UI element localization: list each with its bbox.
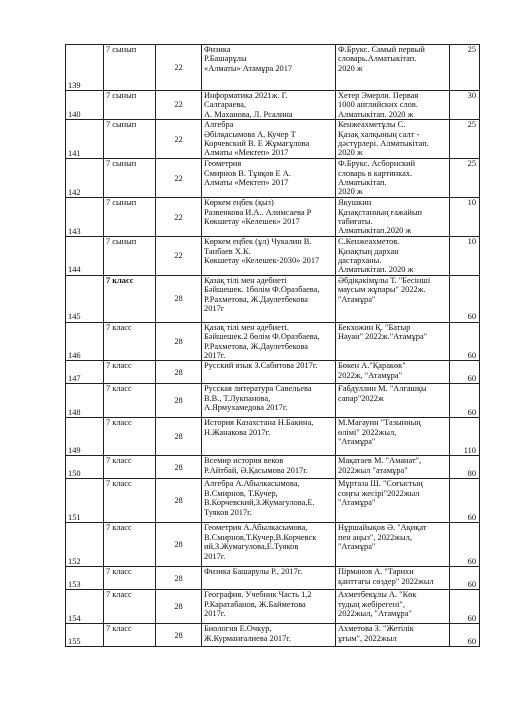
row-number-cell — [66, 590, 104, 624]
row-number-cell — [66, 45, 104, 91]
textbook-text: Всемир история веков Р.Айтбай, Ә.Қасымова 2017г. — [204, 456, 308, 475]
count-value: 60 — [467, 637, 476, 647]
grade-cell — [104, 418, 156, 456]
grade-label: 7 класс — [106, 523, 132, 533]
hours-value: 28 — [174, 496, 183, 506]
literature-cell — [336, 384, 450, 418]
table-row — [66, 237, 480, 276]
row-number: 152 — [68, 557, 81, 567]
textbook-text: Физика Башарулы Р., 2017г. — [204, 567, 303, 577]
count-cell — [450, 275, 480, 322]
textbook-cell — [202, 479, 336, 523]
grade-cell — [104, 322, 156, 361]
row-number: 151 — [68, 513, 81, 523]
literature-cell — [336, 159, 450, 198]
row-number-cell — [66, 418, 104, 456]
literature-cell — [336, 322, 450, 361]
literature-cell — [336, 624, 450, 647]
textbook-text: Биология Е.Очкур, Ж.Курманғалиева 2017г. — [204, 624, 291, 643]
grade-label: 7 класс — [106, 624, 132, 634]
literature-text: Хетер Эмерли. Первая 1000 английских слов. Алматыкітап. 2020 ж — [338, 91, 419, 119]
literature-text: Якушкин Қазақстанның ғажайып табиғаты. Алматыкітап.2020 ж — [338, 198, 423, 236]
literature-text: Ғабдуллин М. "Алғашқы сапар"2022ж — [338, 384, 427, 403]
count-value: 60 — [467, 557, 476, 567]
row-number: 145 — [68, 312, 81, 322]
row-number-cell — [66, 120, 104, 159]
hours-cell — [156, 91, 202, 120]
count-cell — [450, 322, 480, 361]
textbook-cell — [202, 237, 336, 276]
literature-cell — [336, 275, 450, 322]
literature-cell — [336, 120, 450, 159]
row-number-cell — [66, 567, 104, 590]
literature-cell — [336, 198, 450, 237]
grade-label: 7 класс — [106, 590, 132, 600]
hours-value: 22 — [174, 100, 183, 110]
textbook-text: Физика Р.Башарұлы «Алматы» Атамұра 2017 — [204, 45, 293, 73]
row-number-cell — [66, 624, 104, 647]
literature-cell — [336, 590, 450, 624]
grade-label: 7 класс — [106, 479, 132, 489]
count-value: 25 — [467, 159, 476, 169]
grade-cell — [104, 237, 156, 276]
row-number-cell — [66, 237, 104, 276]
textbook-cell — [202, 198, 336, 237]
table-row — [66, 322, 480, 361]
hours-value: 22 — [174, 62, 183, 72]
table-row — [66, 418, 480, 456]
textbook-cell — [202, 91, 336, 120]
literature-text: Ахметова З. "Жетілік ұғым", 2022жыл — [338, 624, 414, 643]
literature-text: Мұртаза Ш. "Соғыстың соңғы жесірі"2022жыл "Атамұра" — [338, 479, 423, 508]
grade-cell — [104, 567, 156, 590]
hours-cell — [156, 384, 202, 418]
textbook-cell — [202, 361, 336, 384]
count-value: 60 — [467, 408, 476, 418]
textbook-text: Көркем еңбек (қыз) Развенкова И.А.. Алимсаева Р Көкшетау «Келешек» 2017 — [204, 198, 312, 227]
table-row — [66, 590, 480, 624]
count-value: 25 — [467, 45, 476, 54]
hours-cell — [156, 275, 202, 322]
textbook-cell — [202, 384, 336, 418]
row-number: 154 — [68, 614, 81, 624]
row-number: 144 — [68, 265, 81, 275]
count-value: 60 — [467, 312, 476, 322]
row-number: 143 — [68, 226, 81, 236]
row-number: 140 — [68, 109, 81, 119]
table-row — [66, 624, 480, 647]
table-row — [66, 479, 480, 523]
hours-value: 28 — [174, 396, 183, 406]
row-number-cell — [66, 384, 104, 418]
literature-cell — [336, 479, 450, 523]
count-value: 10 — [467, 198, 476, 208]
textbook-text: Геометрия А.Абылкасымова, В.Смирнов,Т.Кучер,В.Корчевск ий,З.Жумагулова,Е.Туяков 2017г. — [204, 523, 317, 561]
literature-cell — [336, 567, 450, 590]
hours-cell — [156, 361, 202, 384]
table-row — [66, 159, 480, 198]
row-number: 142 — [68, 187, 81, 197]
table-row — [66, 198, 480, 237]
grade-label: 7 сынып — [106, 159, 137, 169]
grade-label: 7 класс — [106, 384, 132, 394]
textbook-text: Русский язык З.Сабитова 2017г. — [204, 361, 318, 371]
row-number-cell — [66, 479, 104, 523]
grade-cell — [104, 275, 156, 322]
count-cell — [450, 159, 480, 198]
row-number: 155 — [68, 637, 81, 647]
hours-cell — [156, 456, 202, 479]
literature-text: Ф.Брукс. Самый первый словарь.Алматыкітап. 2020 ж — [338, 45, 425, 73]
row-number-cell — [66, 91, 104, 120]
hours-value: 28 — [174, 294, 183, 304]
textbook-cell — [202, 322, 336, 361]
hours-value: 28 — [174, 573, 183, 583]
grade-label: 7 сынып — [106, 120, 137, 130]
literature-text: Пірманов А. "Тарихи қанттағы сөздер" 2022жыл — [338, 567, 434, 586]
hours-cell — [156, 418, 202, 456]
hours-value: 28 — [174, 336, 183, 346]
count-value: 25 — [467, 120, 476, 130]
hours-cell — [156, 590, 202, 624]
count-value: 80 — [467, 469, 476, 479]
hours-cell — [156, 198, 202, 237]
row-number-cell — [66, 275, 104, 322]
grade-label: 7 сынып — [106, 91, 137, 100]
count-value: 60 — [467, 351, 476, 361]
grade-cell — [104, 120, 156, 159]
table-row — [66, 275, 480, 322]
literature-cell — [336, 45, 450, 91]
count-value: 60 — [467, 580, 476, 590]
table-row — [66, 361, 480, 384]
textbook-cell — [202, 590, 336, 624]
textbook-cell — [202, 275, 336, 322]
row-number-cell — [66, 159, 104, 198]
textbook-text: Информатика 2021ж. Г. Салғараева, А. Маханова, Л. Рсалина — [204, 91, 293, 119]
hours-cell — [156, 45, 202, 91]
literature-text: Әбдіқәкімұлы Т. "Бесінші маусым жұпары" 2022ж. "Атамұра" — [338, 275, 431, 304]
count-cell — [450, 456, 480, 479]
textbook-text: Қазақ тілі мен әдебиеті Бәйшешек. 1бөлім Ф.Оразбаева, Р.Рахметова, Ж.Даулетбекова 2017г — [204, 275, 320, 314]
hours-value: 22 — [174, 251, 183, 261]
grade-cell — [104, 159, 156, 198]
textbook-cell — [202, 567, 336, 590]
textbook-table — [65, 44, 480, 647]
count-cell — [450, 120, 480, 159]
row-number: 148 — [68, 408, 81, 418]
row-number-cell — [66, 361, 104, 384]
table-row — [66, 45, 480, 91]
literature-text: С.Кенжеахметов. Қазақтың дархан дастарханы. Алматыкітап. 2020 ж — [338, 237, 414, 275]
count-cell — [450, 590, 480, 624]
literature-cell — [336, 237, 450, 276]
count-value: 110 — [463, 446, 476, 456]
table-row — [66, 120, 480, 159]
row-number-cell — [66, 456, 104, 479]
literature-text: Ахметбекұлы А. "Көк тудың жебірегені", 2022жыл, "Атамұра" — [338, 590, 417, 619]
count-cell — [450, 91, 480, 120]
textbook-cell — [202, 120, 336, 159]
hours-cell — [156, 479, 202, 523]
count-value: 60 — [467, 614, 476, 624]
literature-text: Нұршайықов Ә. "Ақиқат пен аңыз", 2022жыл, "Атамұра" — [338, 523, 427, 552]
literature-text: Ф.Брукс. Асборнский словарь в картинках. Алматыкітап. 2020 ж — [338, 159, 416, 197]
hours-value: 22 — [174, 173, 183, 183]
textbook-text: История Казахстана Н.Бакина, Н.Жанакова 2017г. — [204, 418, 314, 437]
grade-label: 7 класс — [106, 361, 132, 371]
row-number-cell — [66, 322, 104, 361]
grade-cell — [104, 523, 156, 567]
row-number: 149 — [68, 446, 81, 456]
literature-text: Кенжеахметұлы С. Қазақ халқының салт - дәстүрлері. Алматыкітап. 2020 ж — [338, 120, 429, 158]
table-body — [66, 45, 480, 647]
hours-value: 28 — [174, 432, 183, 442]
count-cell — [450, 624, 480, 647]
hours-value: 22 — [174, 212, 183, 222]
count-cell — [450, 45, 480, 91]
literature-cell — [336, 418, 450, 456]
literature-cell — [336, 361, 450, 384]
textbook-cell — [202, 456, 336, 479]
grade-cell — [104, 456, 156, 479]
count-value: 60 — [467, 513, 476, 523]
textbook-text: Алгебра А.Абылкасымова, В.Смирнов, Т.Кучер, В.Корчевский,З.Жумагулова,Е. Туяков 2017г. — [204, 479, 315, 517]
grade-label: 7 класс — [106, 456, 132, 466]
hours-cell — [156, 322, 202, 361]
grade-cell — [104, 45, 156, 91]
count-value: 10 — [467, 237, 476, 247]
grade-label: 7 класс — [106, 322, 132, 332]
hours-cell — [156, 159, 202, 198]
literature-text: М.Магауин "Тазынның өлімі" 2022жыл, "Атамұра" — [338, 418, 421, 447]
textbook-text: Геометрия Смирнов В. Тұяқов Е А. Алматы «Мектеп» 2017 — [204, 159, 291, 188]
textbook-cell — [202, 159, 336, 198]
textbook-text: Русская литература Савельева В.В., Т.Лукпанова, А.Ярмухамедова 2017г. — [204, 384, 312, 413]
hours-value: 28 — [174, 367, 183, 377]
literature-cell — [336, 91, 450, 120]
count-cell — [450, 479, 480, 523]
grade-cell — [104, 624, 156, 647]
table-row — [66, 91, 480, 120]
count-cell — [450, 418, 480, 456]
grade-cell — [104, 198, 156, 237]
count-cell — [450, 384, 480, 418]
count-cell — [450, 567, 480, 590]
textbook-cell — [202, 624, 336, 647]
literature-text: Мақатаев М. "Аманат", 2022жыл "атамұра" — [338, 456, 422, 475]
grade-label: 7 сынып — [106, 237, 137, 247]
row-number: 147 — [68, 374, 81, 384]
literature-cell — [336, 456, 450, 479]
table-row — [66, 567, 480, 590]
hours-cell — [156, 237, 202, 276]
hours-value: 28 — [174, 630, 183, 640]
table-row — [66, 523, 480, 567]
textbook-text: Қазақ тілі мен әдебиеті. Бәйшешек.2 бөлім Ф.Оразбаева, Р.Рахметова, Ж.Даулетбекова 2017г. — [204, 322, 320, 361]
count-value: 60 — [467, 374, 476, 384]
table-row — [66, 456, 480, 479]
row-number: 150 — [68, 469, 81, 479]
grade-cell — [104, 590, 156, 624]
grade-cell — [104, 361, 156, 384]
textbook-text: Көркем еңбек (ұл) Чукалин В. Танбаев Х.К. Көкшетау «Келешек-2030» 2017 — [204, 237, 320, 266]
count-cell — [450, 361, 480, 384]
textbook-cell — [202, 45, 336, 91]
count-cell — [450, 198, 480, 237]
hours-cell — [156, 523, 202, 567]
row-number-cell — [66, 198, 104, 237]
hours-value: 28 — [174, 540, 183, 550]
grade-cell — [104, 384, 156, 418]
row-number: 153 — [68, 580, 81, 590]
grade-cell — [104, 91, 156, 120]
hours-value: 28 — [174, 462, 183, 472]
textbook-cell — [202, 418, 336, 456]
literature-cell — [336, 523, 450, 567]
count-cell — [450, 237, 480, 276]
grade-label: 7 класс — [106, 418, 132, 428]
grade-label: 7 сынып — [106, 198, 137, 208]
row-number-cell — [66, 523, 104, 567]
grade-label: 7 класс — [106, 275, 134, 285]
hours-cell — [156, 624, 202, 647]
row-number: 146 — [68, 351, 81, 361]
count-cell — [450, 523, 480, 567]
grade-label: 7 класс — [106, 567, 132, 577]
hours-value: 22 — [174, 134, 183, 144]
grade-label: 7 сынып — [106, 45, 137, 54]
textbook-text: Алгебра Әбілқасымова А, Кучер Т Корчевский В. Е Жұмағұлова Алматы «Мектеп» 2017 — [204, 120, 310, 158]
hours-value: 28 — [174, 602, 183, 612]
literature-text: Бекхожин Қ. "Батыр Науан" 2022ж."Атамұра" — [338, 322, 428, 342]
hours-cell — [156, 120, 202, 159]
table-row — [66, 384, 480, 418]
literature-text: Бөкен А."Қаракөк" 2022ж, "Атамұра" — [338, 361, 406, 380]
row-number: 139 — [68, 80, 81, 90]
row-number: 141 — [68, 148, 81, 158]
count-value: 30 — [467, 91, 476, 100]
textbook-text: География. Учебник Часть 1,2 Р.Каратабанов, Ж.Байметова 2017г. — [204, 590, 312, 619]
hours-cell — [156, 567, 202, 590]
textbook-cell — [202, 523, 336, 567]
grade-cell — [104, 479, 156, 523]
